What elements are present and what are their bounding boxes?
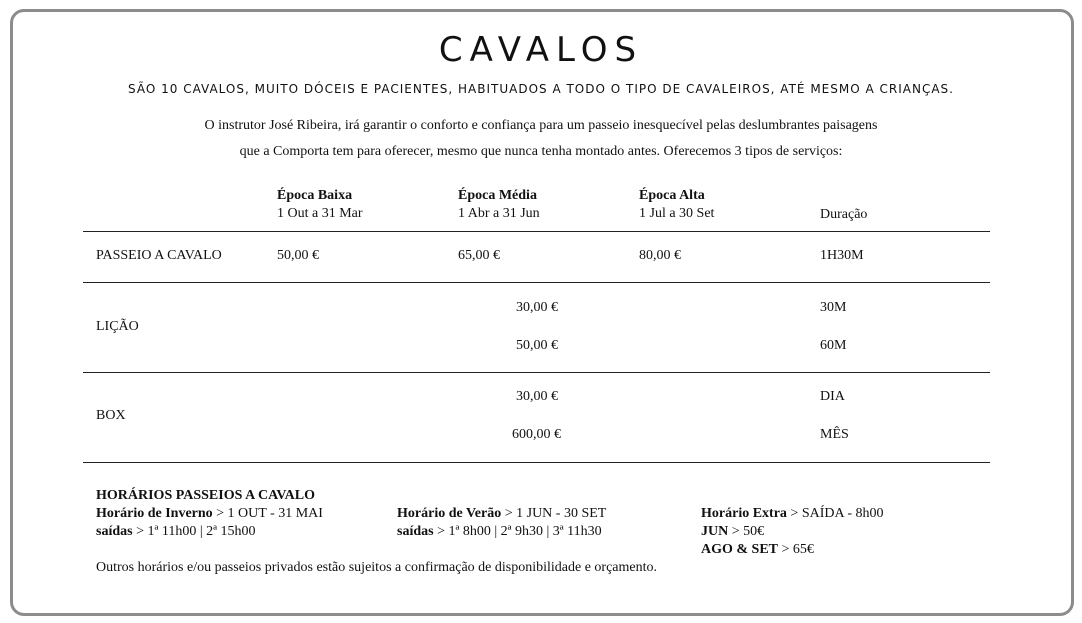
- horario-extra-jun: [701, 524, 764, 540]
- row-passeio-media: 65,00 €: [458, 248, 500, 263]
- horario-verao-saidas: [397, 524, 602, 540]
- horario-inverno-label: Horário de Inverno: [96, 506, 213, 521]
- header-duracao: Duração: [820, 207, 868, 222]
- row-licao-duration-1: 30M: [820, 300, 847, 315]
- table-divider: [83, 462, 990, 463]
- row-box-price-1: 30,00 €: [516, 389, 558, 404]
- row-passeio-alta: 80,00 €: [639, 248, 681, 263]
- horario-inverno-saidas: [96, 524, 255, 540]
- ago-set-label: AGO & SET: [701, 542, 779, 557]
- header-epoca-alta-range: 1 Jul a 30 Set: [639, 206, 715, 221]
- row-licao-price-1: 30,00 €: [516, 300, 558, 315]
- horario-verao-range: > 1 JUN - 30 SET: [501, 506, 607, 521]
- saidas-times: > 1ª 11h00 | 2ª 15h00: [132, 524, 256, 539]
- table-divider: [83, 372, 990, 373]
- row-licao-price-2: 50,00 €: [516, 338, 558, 353]
- horario-extra: [701, 506, 884, 522]
- jun-label: JUN: [701, 524, 729, 539]
- intro-line-1: O instrutor José Ribeira, irá garantir o conforto e confiança para um passeio inesquecível pelas deslumbrantes paisagens: [204, 118, 878, 133]
- row-passeio-duration: 1H30M: [820, 248, 864, 263]
- horario-inverno-range: > 1 OUT - 31 MAI: [212, 506, 323, 521]
- row-box-label: BOX: [96, 408, 126, 423]
- horarios-note: Outros horários e/ou passeios privados estão sujeitos a confirmação de disponibilidade e orçamento.: [96, 560, 658, 575]
- horario-verao: [397, 506, 606, 522]
- saidas-times: > 1ª 8h00 | 2ª 9h30 | 3ª 11h30: [433, 524, 602, 539]
- ago-set-price: > 65€: [778, 542, 814, 557]
- horario-extra-label: Horário Extra: [701, 506, 787, 521]
- header-epoca-baixa-range: 1 Out a 31 Mar: [277, 206, 363, 221]
- table-divider: [83, 231, 990, 232]
- row-passeio-baixa: 50,00 €: [277, 248, 319, 263]
- horario-extra-range: > SAÍDA - 8h00: [786, 506, 884, 521]
- row-box-price-2: 600,00 €: [512, 427, 561, 442]
- horarios-heading: HORÁRIOS PASSEIOS A CAVALO: [96, 488, 316, 503]
- horario-extra-ago-set: [701, 542, 814, 558]
- row-box-duration-1: DIA: [820, 389, 845, 404]
- header-epoca-baixa: Época Baixa: [277, 188, 353, 203]
- header-epoca-media: Época Média: [458, 188, 537, 203]
- header-epoca-alta: Época Alta: [639, 188, 705, 203]
- jun-price: > 50€: [728, 524, 765, 539]
- row-licao-duration-2: 60M: [820, 338, 847, 353]
- row-passeio-label: PASSEIO A CAVALO: [96, 248, 222, 263]
- saidas-label: saídas: [96, 524, 133, 539]
- subtitle: SÃO 10 CAVALOS, MUITO DÓCEIS E PACIENTES, HABITUADOS A TODO O TIPO DE CAVALEIROS, ATÉ MESMO A CRIANÇAS.: [128, 82, 954, 96]
- table-divider: [83, 282, 990, 283]
- row-licao-label: LIÇÃO: [96, 319, 139, 334]
- saidas-label: saídas: [397, 524, 434, 539]
- header-epoca-media-range: 1 Abr a 31 Jun: [458, 206, 540, 221]
- row-box-duration-2: MÊS: [820, 427, 849, 442]
- page-title: CAVALOS: [438, 30, 644, 70]
- horario-inverno: [96, 506, 323, 522]
- intro-line-2: que a Comporta tem para oferecer, mesmo que nunca tenha montado antes. Oferecemos 3 tipos de serviços:: [239, 144, 843, 159]
- horario-verao-label: Horário de Verão: [397, 506, 502, 521]
